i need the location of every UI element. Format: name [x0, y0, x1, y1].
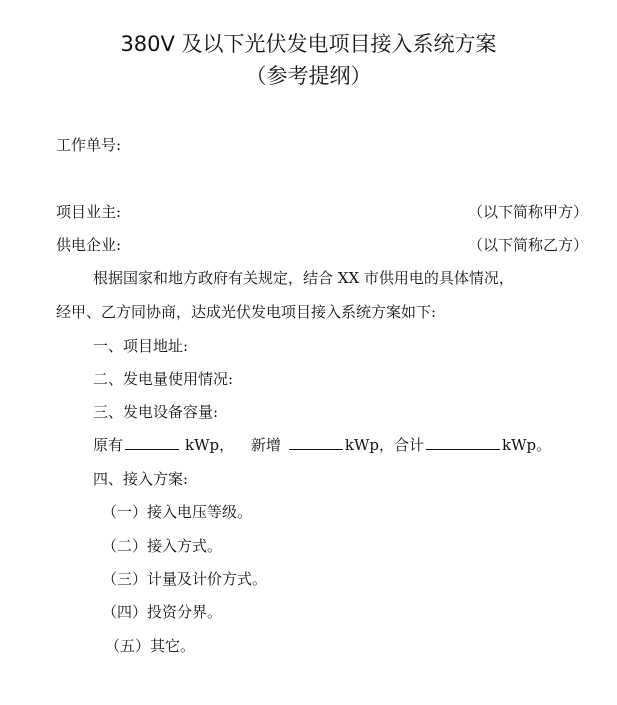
existing-capacity-blank[interactable]	[125, 435, 179, 450]
unit-new: kWp，合计	[344, 436, 425, 454]
unit-existing: kWp，	[185, 436, 235, 454]
intro-paragraph-line-1: 根据国家和地方政府有关规定，结合 XX 市供用电的具体情况，	[93, 269, 514, 287]
utility-label: 供电企业:	[56, 236, 122, 254]
sub-access-method: （二）接入方式。	[102, 537, 223, 555]
sub-other: （五）其它。	[105, 637, 196, 655]
section-generation-usage: 二、发电量使用情况:	[93, 370, 234, 388]
total-capacity-blank[interactable]	[426, 435, 500, 450]
section-equipment-capacity: 三、发电设备容量:	[93, 403, 219, 421]
existing-label: 原有	[93, 436, 124, 454]
new-capacity-blank[interactable]	[289, 435, 343, 450]
document-subtitle: （参考提纲）	[245, 64, 372, 88]
owner-label: 项目业主:	[56, 203, 122, 221]
sub-metering-pricing: （三）计量及计价方式。	[102, 570, 268, 588]
sub-voltage-level: （一）接入电压等级。	[102, 503, 253, 521]
unit-total: kWp。	[502, 436, 552, 454]
capacity-line	[93, 435, 551, 455]
document-title: 380V 及以下光伏发电项目接入系统方案	[120, 32, 497, 56]
section-project-address: 一、项目地址:	[93, 337, 189, 355]
sub-investment-boundary: （四）投资分界。	[102, 603, 223, 621]
intro-paragraph-line-2: 经甲、乙方同协商，达成光伏发电项目接入系统方案如下:	[56, 303, 437, 321]
new-label: 新增	[250, 436, 281, 454]
utility-note: （以下简称乙方）	[467, 236, 588, 254]
section-access-plan: 四、接入方案:	[93, 470, 189, 488]
work-order-label: 工作单号:	[56, 136, 122, 154]
owner-note: （以下简称甲方）	[467, 203, 588, 221]
